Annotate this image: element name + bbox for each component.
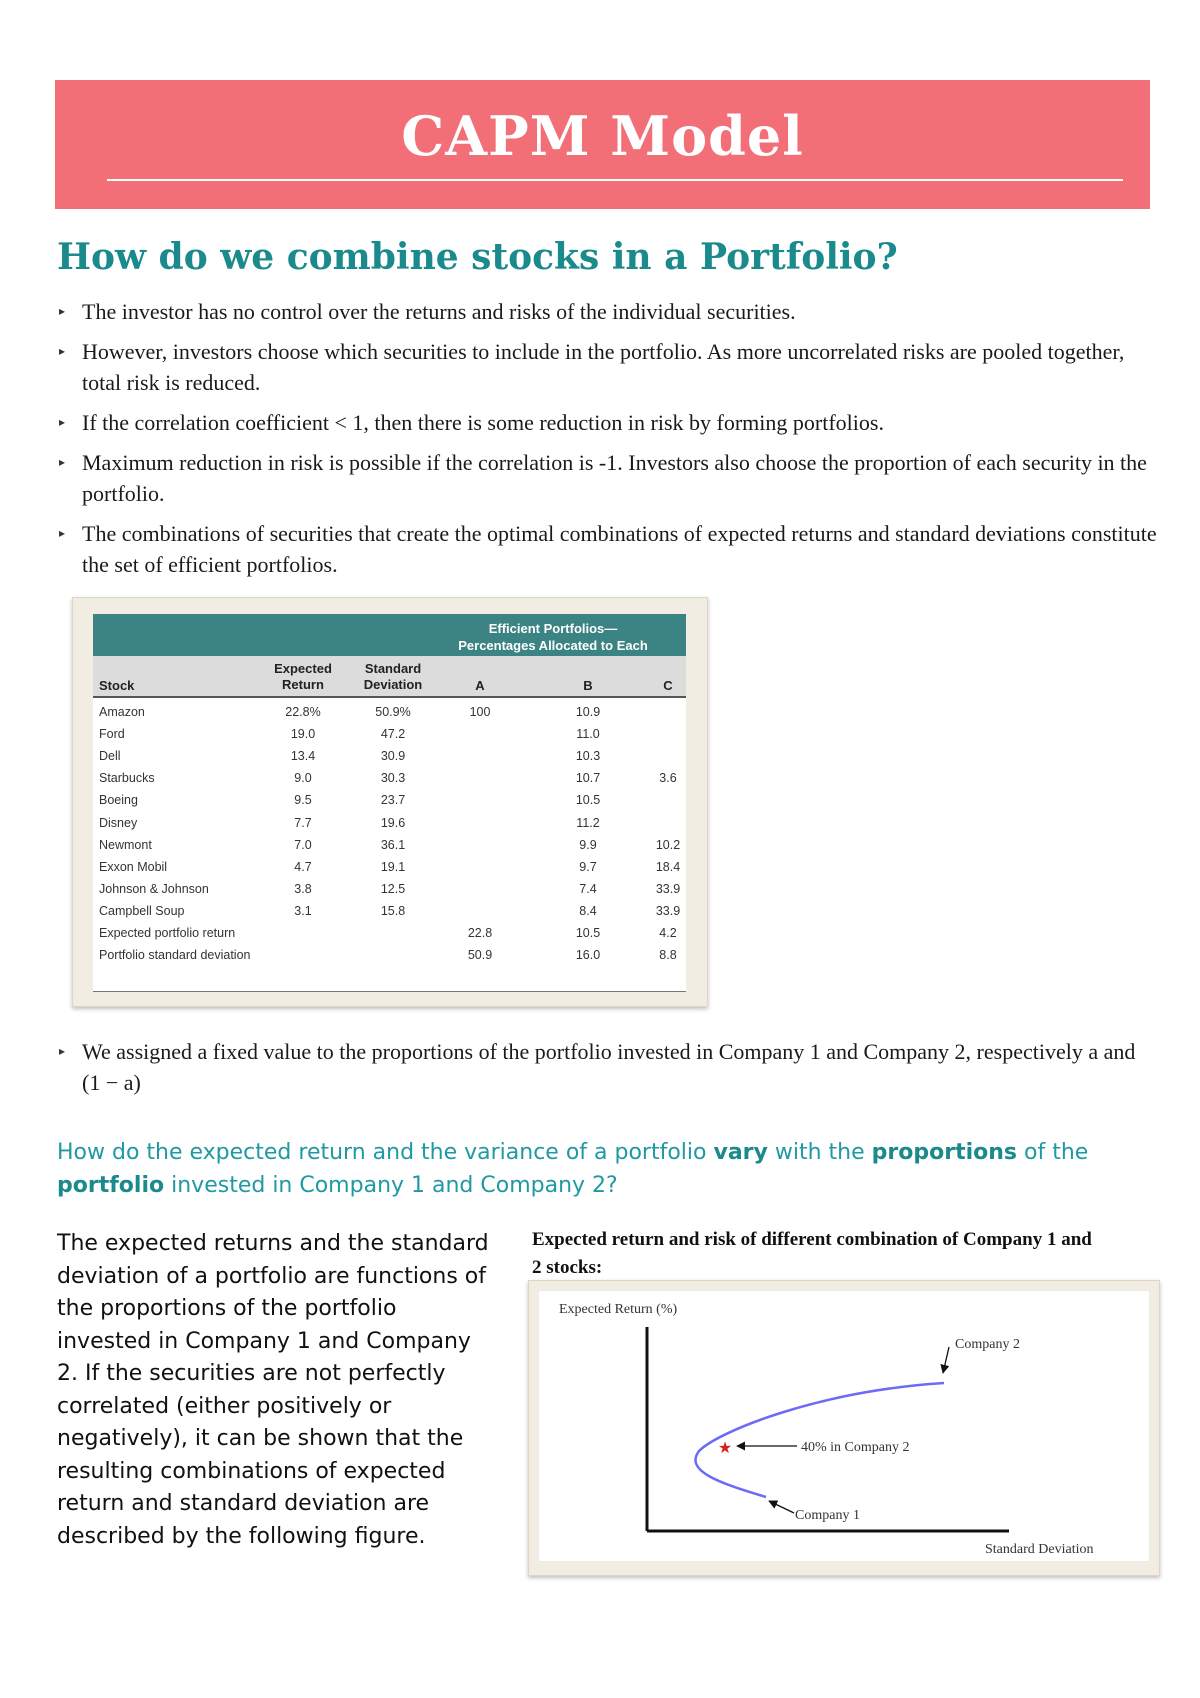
table-group-header: [93, 614, 686, 656]
header-standard-deviation: Standard Deviation: [363, 661, 423, 692]
cell-portfolio-c: 18.4: [655, 859, 681, 874]
company2-label: Company 2: [955, 1337, 1020, 1352]
efficient-portfolios-table-figure: [72, 597, 708, 1007]
table-row: [93, 921, 686, 945]
bullet-item: ▸ Maximum reduction in risk is possible if the correlation is -1. Investors also choose the proportion of each security in the portfolio.: [57, 447, 1157, 509]
bullet-item: ▸ The investor has no control over the returns and risks of the individual securities.: [57, 296, 1157, 327]
cell-stock: Expected portfolio return: [99, 926, 236, 940]
section-heading: How do we combine stocks in a Portfolio?: [57, 236, 898, 278]
cell-stock: Johnson & Johnson: [99, 881, 209, 896]
bullet-list-2: [57, 1036, 1157, 1107]
cell-stock: Newmont: [99, 837, 152, 852]
cell-standard-deviation: 19.1: [380, 859, 406, 874]
cell-expected-return: 3.8: [294, 881, 312, 896]
star-marker-icon: ★: [717, 1440, 733, 1457]
cell-portfolio-c: 10.2: [655, 837, 681, 852]
table-row: [93, 766, 686, 790]
risk-return-figure: [528, 1280, 1160, 1576]
cell-standard-deviation: 15.8: [380, 903, 406, 918]
cell-stock: Exxon Mobil: [99, 859, 168, 874]
x-axis-label: Standard Deviation: [985, 1542, 1094, 1557]
cell-standard-deviation: 47.2: [380, 727, 406, 742]
cell-stock: Ford: [99, 727, 125, 742]
cell-expected-return: 9.5: [294, 793, 312, 808]
risk-return-plot: [539, 1291, 1149, 1561]
cell-portfolio-c: 33.9: [655, 903, 681, 918]
bullet-list: [57, 296, 1157, 589]
cell-portfolio-b: 10.5: [575, 926, 601, 940]
table-row: [93, 877, 686, 901]
triangle-bullet-icon: ▸: [59, 304, 66, 318]
cell-portfolio-c: 8.8: [659, 948, 677, 963]
triangle-bullet-icon: ▸: [59, 1044, 66, 1058]
cell-portfolio-b: 9.9: [579, 837, 597, 852]
cell-stock: Portfolio standard deviation: [99, 948, 251, 963]
table-row: [93, 855, 686, 879]
table-row: [93, 700, 686, 724]
cell-portfolio-b: 8.4: [579, 903, 597, 918]
cell-portfolio-b: 9.7: [579, 859, 597, 874]
table-header-row: [93, 656, 686, 698]
explanation-paragraph: The expected returns and the standard deviation of a portfolio are functions of the proportions of the portfolio invested in Company 1 and Company 2. If the securities are not perfectly correlated (either positively or negatively), it can be shown that the resulting combinations of expected return and standard deviation are described by the following figure.: [57, 1231, 489, 1549]
bullet-item: ▸ However, investors choose which securities to include in the portfolio. As more uncorrelated risks are pooled together, total risk is reduced.: [57, 336, 1157, 398]
cell-portfolio-a: 50.9: [467, 948, 493, 963]
cell-expected-return: 22.8%: [285, 705, 321, 719]
cell-stock: Starbucks: [99, 771, 155, 786]
cell-portfolio-b: 7.4: [579, 881, 597, 896]
cell-expected-return: 19.0: [290, 727, 316, 742]
cell-portfolio-a: 100: [469, 705, 491, 719]
header-expected-return: Expected Return: [274, 661, 332, 692]
mid-point-label: 40% in Company 2: [801, 1440, 910, 1455]
table-row: [93, 943, 686, 967]
efficient-portfolios-table: [93, 614, 686, 992]
bullet-item: ▸ We assigned a fixed value to the proportions of the portfolio invested in Company 1 and Company 2, respectively a and (1 − a): [57, 1036, 1157, 1098]
cell-stock: Campbell Soup: [99, 903, 185, 918]
triangle-bullet-icon: ▸: [59, 455, 66, 469]
table-row: [93, 722, 686, 746]
company2-arrow: [943, 1347, 949, 1373]
cell-expected-return: 7.0: [294, 837, 312, 852]
figure-caption: Expected return and risk of different combination of Company 1 and 2 stocks:: [532, 1229, 1092, 1278]
cell-portfolio-b: 11.2: [576, 815, 600, 830]
table-row: [93, 833, 686, 857]
cell-portfolio-b: 11.0: [576, 727, 600, 742]
cell-stock: Amazon: [99, 705, 145, 719]
triangle-bullet-icon: ▸: [59, 526, 66, 540]
cell-expected-return: 9.0: [294, 771, 312, 786]
bullet-item: ▸ The combinations of securities that create the optimal combinations of expected returns and standard deviations constitute the set of efficient portfolios.: [57, 518, 1157, 580]
header-portfolio-a: A: [475, 678, 485, 693]
cell-standard-deviation: 23.7: [380, 793, 406, 808]
cell-portfolio-b: 10.9: [575, 705, 601, 719]
cell-expected-return: 13.4: [290, 749, 316, 764]
cell-standard-deviation: 30.3: [380, 771, 406, 786]
table-row: [93, 744, 686, 768]
table-row: [93, 899, 686, 923]
cell-portfolio-c: 3.6: [659, 771, 677, 786]
cell-expected-return: 4.7: [294, 859, 312, 874]
cell-expected-return: 3.1: [294, 903, 312, 918]
header-portfolio-b: B: [583, 678, 593, 693]
title-banner: [55, 80, 1150, 209]
bullet-item: ▸ If the correlation coefficient < 1, then there is some reduction in risk by forming portfolios.: [57, 407, 1157, 438]
banner-divider: [107, 179, 1123, 181]
cell-expected-return: 7.7: [294, 815, 312, 830]
cell-portfolio-b: 16.0: [575, 948, 601, 963]
cell-stock: Dell: [99, 749, 121, 764]
cell-portfolio-b: 10.5: [575, 793, 601, 808]
header-stock: Stock: [99, 678, 135, 693]
sub-question: How do the expected return and the variance of a portfolio vary with the proportions of the portfolio invested in Company 1 and Company 2?: [57, 1140, 1089, 1198]
cell-portfolio-b: 10.3: [575, 749, 601, 764]
triangle-bullet-icon: ▸: [59, 344, 66, 358]
table-row: [93, 811, 686, 835]
table-row: [93, 788, 686, 812]
cell-standard-deviation: 12.5: [380, 881, 406, 896]
header-portfolio-c: C: [663, 678, 673, 693]
cell-portfolio-a: 22.8: [467, 926, 493, 940]
company1-label: Company 1: [795, 1508, 860, 1523]
cell-portfolio-c: 33.9: [655, 881, 681, 896]
table-group-header-label: Efficient Portfolios—Percentages Allocated to Each: [458, 621, 648, 653]
cell-stock: Boeing: [99, 793, 138, 808]
cell-portfolio-b: 10.7: [575, 771, 601, 786]
company1-arrow: [769, 1501, 794, 1513]
cell-standard-deviation: 50.9%: [375, 705, 411, 719]
cell-standard-deviation: 30.9: [380, 749, 406, 764]
risk-return-svg: [539, 1291, 1149, 1561]
triangle-bullet-icon: ▸: [59, 415, 66, 429]
page-title: CAPM Model: [401, 104, 804, 168]
cell-standard-deviation: 19.6: [380, 815, 406, 830]
cell-standard-deviation: 36.1: [380, 837, 406, 852]
y-axis-label: Expected Return (%): [559, 1302, 678, 1317]
cell-portfolio-c: 4.2: [659, 926, 677, 940]
cell-stock: Disney: [99, 815, 138, 830]
